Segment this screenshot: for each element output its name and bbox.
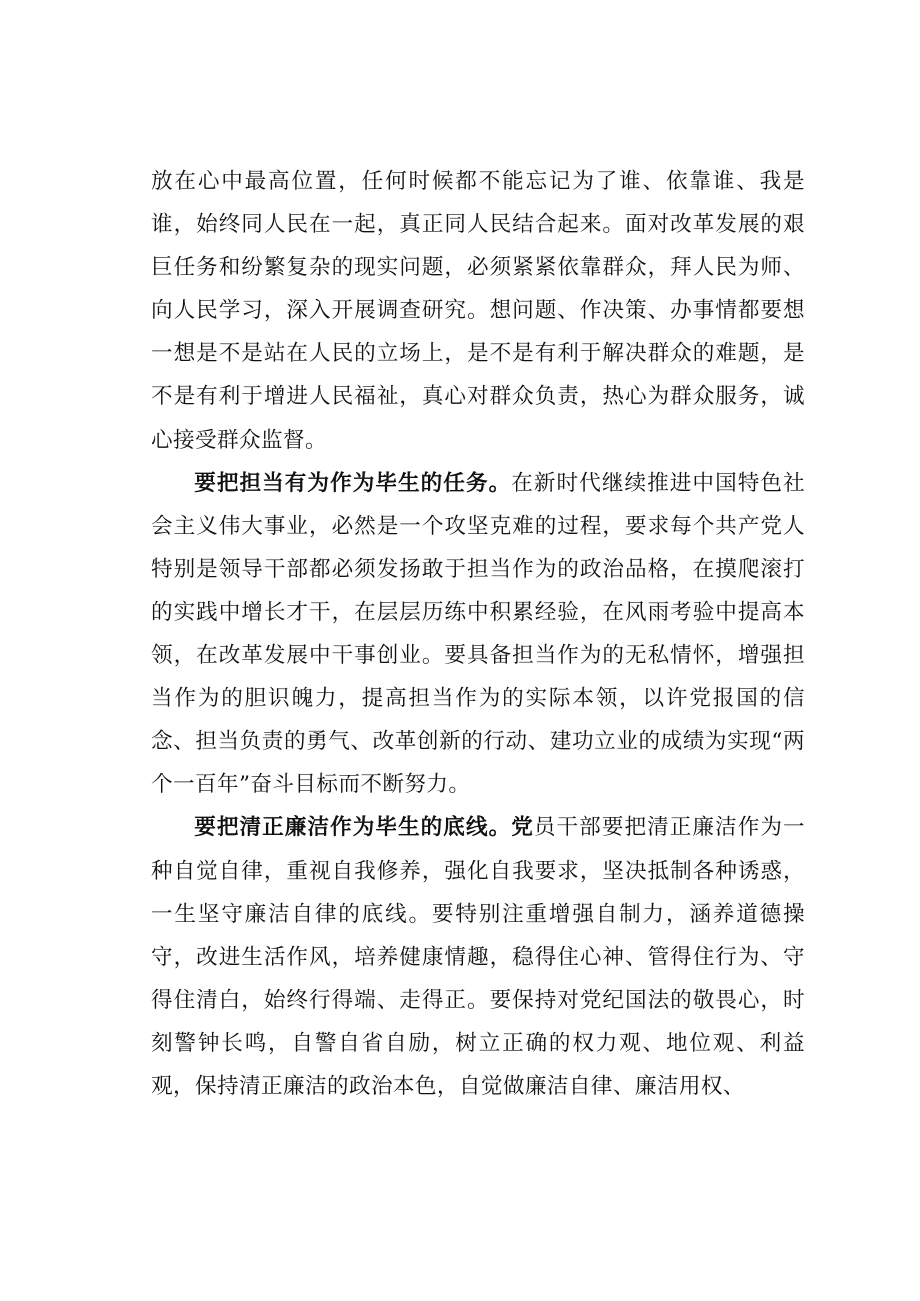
paragraph-2-body: 在新时代继续推进中国特色社会主义伟大事业，必然是一个攻坚克难的过程，要求每个共产党人特别是领导干部都必须发扬敢于担当作为的政治品格，在摸爬滚打的实践中增长才干，在层层历练中积累经验，在风雨考验中提高本领，在改革发展中干事创业。要具备担当作为的无私情怀，增强担当作为的胆识魄力，提高担当作为的实际本领，以许党报国的信念、担当负责的勇气、改革创新的行动、建功立业的成绩为实现“两个一百年”奋斗目标而不断努力。 [151, 470, 806, 798]
paragraph-2-lead: 要把担当有为作为毕生的任务。 [194, 470, 512, 496]
document-page [151, 160, 805, 1108]
paragraph-1-body: 放在心中最高位置，任何时候都不能忘记为了谁、依靠谁、我是谁，始终同人民在一起，真正同人民结合起来。面对改革发展的艰巨任务和纷繁复杂的现实问题，必须紧紧依靠群众，拜人民为师、向人民学习，深入开展调查研究。想问题、作决策、办事情都要想一想是不是站在人民的立场上，是不是有利于解决群众的难题，是不是有利于增进人民福祉，真心对群众负责，热心为群众服务，诚心接受群众监督。 [151, 169, 805, 453]
paragraph-3 [151, 806, 805, 1108]
paragraph-2 [151, 462, 805, 807]
paragraph-3-lead: 要把清正廉洁作为毕生的底线。党 [194, 815, 534, 841]
paragraph-3-body: 员干部要把清正廉洁作为一种自觉自律，重视自我修养，强化自我要求，坚决抵制各种诱惑，一生坚守廉洁自律的底线。要特别注重增强自制力，涵养道德操守，改进生活作风，培养健康情趣，稳得住心神、管得住行为、守得住清白，始终行得端、走得正。要保持对党纪国法的敬畏心，时刻警钟长鸣，自警自省自励，树立正确的权力观、地位观、利益观，保持清正廉洁的政治本色，自觉做廉洁自律、廉洁用权、 [151, 815, 805, 1099]
paragraph-1 [151, 160, 805, 462]
